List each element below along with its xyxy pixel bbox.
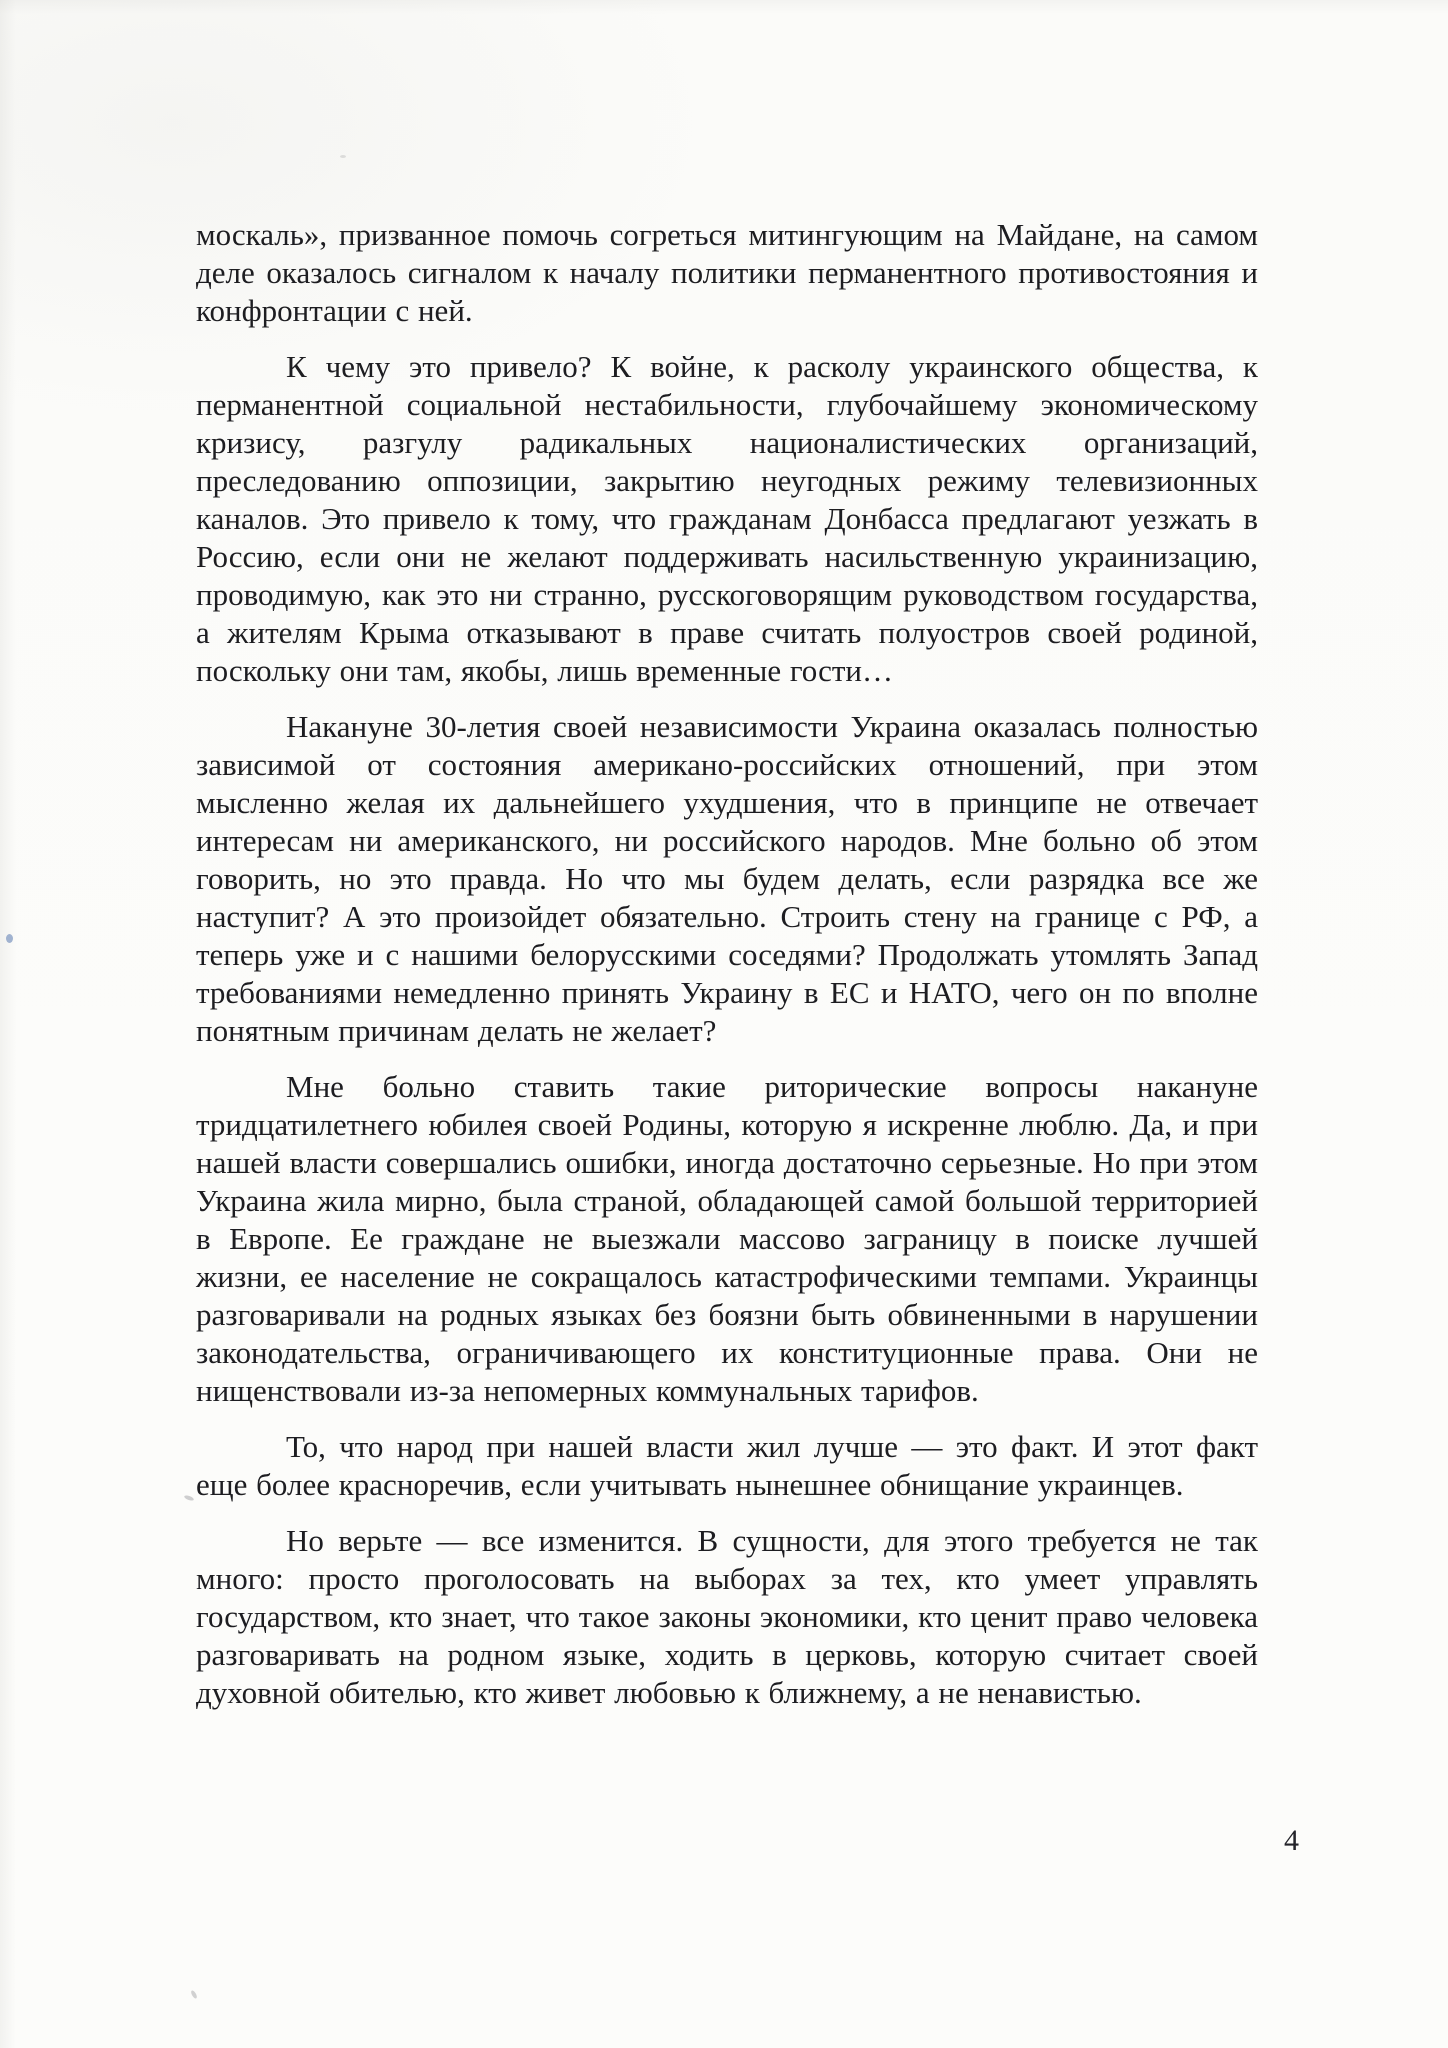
paragraph-rhetorical-questions: Мне больно ставить такие риторические вопросы накануне тридцатилетнего юбилея своей Родины, которую я искренне люблю. Да, и при нашей власти совершались ошибки, иногда достаточно серьезные. Но при этом Украина жила мирно, была страной, обладающей самой большой территорией в Европе. Ее граждане не выезжали массово заграницу в поиске лучшей жизни, ее население не сокращалось катастрофическими темпами. Украинцы разговаривали на родных языках без боязни быть обвиненными в нарушении законодательства, ограничивающего их конституционные права. Они не нищенствовали из-за непомерных коммунальных тарифов.	[196, 1069, 1258, 1408]
paragraph-conclusion: Но верьте — все изменится. В сущности, для этого требуется не так много: просто проголосовать на выборах за тех, кто умеет управлять государством, кто знает, что такое законы экономики, кто ценит право человека разговаривать на родном языке, ходить в церковь, которую считает своей духовной обителью, кто живет любовью к ближнему, а не ненавистью.	[196, 1523, 1258, 1710]
scan-artifact-tick	[190, 1990, 198, 2000]
scan-artifact-blue-dot	[6, 934, 13, 943]
scan-artifact-dust	[340, 155, 346, 158]
document-text	[196, 216, 1258, 1712]
scan-artifact-mark	[184, 1494, 195, 1501]
paragraph-continuation: москаль», призванное помочь согреться митингующим на Майдане, на самом деле оказалось сигналом к началу политики перманентного противостояния и конфронтации с ней.	[196, 217, 1258, 328]
paragraph-anniversary: Накануне 30-летия своей независимости Украина оказалась полностью зависимой от состояния американо-российских отношений, при этом мысленно желая их дальнейшего ухудшения, что в принципе не отвечает интересам ни американского, ни российского народов. Мне больно об этом говорить, но это правда. Но что мы будем делать, если разрядка все же наступит? А это произойдет обязательно. Строить стену на границе с РФ, а теперь уже и с нашими белорусскими соседями? Продолжать утомлять Запад требованиями немедленно принять Украину в ЕС и НАТО, чего он по вполне понятным причинам делать не желает?	[196, 709, 1258, 1048]
page-number: 4	[1284, 1824, 1299, 1857]
paragraph-fact: То, что народ при нашей власти жил лучше — это факт. И этот факт еще более красноречив, если учитывать нынешнее обнищание украинцев.	[196, 1429, 1258, 1502]
paragraph-consequences: К чему это привело? К войне, к расколу украинского общества, к перманентной социальной нестабильности, глубочайшему экономическому кризису, разгулу радикальных националистических организаций, преследованию оппозиции, закрытию неугодных режиму телевизионных каналов. Это привело к тому, что гражданам Донбасса предлагают уезжать в Россию, если они не желают поддерживать насильственную украинизацию, проводимую, как это ни странно, русскоговорящим руководством государства, а жителям Крыма отказывают в праве считать полуостров своей родиной, поскольку они там, якобы, лишь временные гости…	[196, 349, 1258, 688]
